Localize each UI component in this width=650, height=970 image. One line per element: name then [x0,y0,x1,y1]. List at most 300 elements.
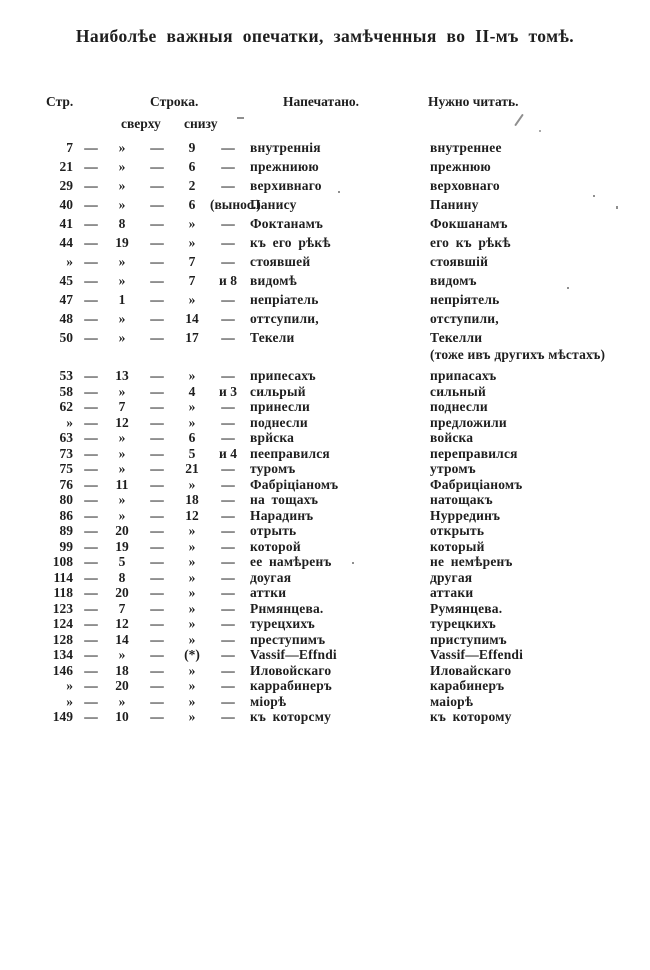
cell-page: 114 [53,569,73,585]
cell-correct: Нуррединъ [430,507,501,523]
dash: — [84,709,98,724]
errata-row [0,508,650,524]
cell-printed: на тощахъ [250,492,319,507]
dash: — [150,383,164,399]
dash: — [150,177,164,193]
cell-line-bottom: 7 [188,253,196,269]
dash: — [221,414,235,430]
cell-printed: каррабинеръ [250,678,332,693]
errata-row [0,632,650,648]
cell-printed: Нарадинъ [250,507,314,523]
cell-printed: къ которсму [250,709,332,724]
dash: — [221,647,235,662]
cell-page: 75 [59,461,73,476]
cell-page: 47 [59,291,73,307]
errata-row [0,368,650,384]
dash: — [84,693,98,709]
dash: — [150,647,164,662]
dash: — [221,368,235,383]
cell-page: 134 [52,647,73,662]
cell-line-top: » [118,139,126,155]
dash: — [150,492,164,507]
cell-correct: прежнюю [430,158,491,174]
errata-row [0,678,650,694]
dash: — [150,368,164,383]
dash: — [84,215,98,231]
errata-row [0,523,650,539]
header-correct: Нужно читать. [428,94,519,109]
cell-correct: утромъ [430,461,476,476]
cell-line-bottom: » [188,585,196,600]
errata-row [0,446,650,462]
cell-printed: оттсупили, [250,310,319,326]
cell-correct: карабинеръ [430,678,505,693]
cell-correct: другая [430,569,473,585]
cell-correct: Vassif—Effendi [430,647,524,662]
cell-line-bottom: » [188,291,196,307]
cell-printed: припесахъ [250,368,316,383]
cell-line-bottom: 14 [185,310,199,326]
cell-correct: турецкихъ [430,616,496,631]
dash: — [221,616,235,631]
cell-line-top: 1 [118,291,126,307]
cell-correct: аттаки [430,585,474,600]
dash: — [150,678,164,693]
cell-printed: турецхихъ [250,616,315,631]
dash: — [150,507,164,523]
cell-line-top: » [118,253,126,269]
cell-line-top: 7 [118,600,126,616]
dash: — [84,139,98,155]
cell-line-bottom: » [188,215,196,231]
cell-line-top: » [118,196,126,212]
cell-page: 48 [59,310,73,326]
cell-correct: его къ рѣкѣ [430,234,511,250]
errata-row [0,601,650,617]
errata-row [0,157,650,176]
cell-page: 21 [59,158,73,174]
cell-line-top: » [118,329,126,345]
cell-correct: открыть [430,523,485,538]
cell-correct: Фокшанамъ [430,215,508,231]
dash: — [84,291,98,307]
cell-correct: Иловайскаго [430,662,512,678]
cell-line-top: » [118,383,126,399]
dash: — [84,492,98,507]
dash: — [150,272,164,288]
cell-line-top: 18 [115,662,129,678]
errata-row [0,663,650,679]
errata-row [0,309,650,328]
dash: и 3 [219,383,237,399]
scan-artifact [237,117,244,119]
dash: — [84,368,98,383]
cell-line-top: 8 [118,215,126,231]
errata-row [0,647,650,663]
cell-correct: стоявшій [430,253,489,269]
dash: — [221,662,235,678]
cell-page: 128 [52,631,73,647]
cell-page: 149 [52,709,73,724]
cell-line-bottom: (*) [184,647,200,662]
errata-row [0,461,650,477]
cell-line-top: » [118,310,126,326]
cell-page: 86 [59,507,73,523]
cell-line-top: 20 [115,585,129,600]
cell-line-top: » [118,693,126,709]
cell-correct: натощакъ [430,492,493,507]
cell-correct: войска [430,430,474,445]
cell-printed: міорѣ [250,693,287,709]
errata-row [0,214,650,233]
cell-line-top: » [118,507,126,523]
cell-line-top: 12 [115,616,129,631]
cell-line-bottom: » [188,569,196,585]
dash: — [221,507,235,523]
dash: — [84,647,98,662]
cell-line-top: » [118,158,126,174]
dash: — [84,461,98,476]
errata-row [0,290,650,309]
cell-correct: маіорѣ [430,693,474,709]
dash: — [150,158,164,174]
table-header [0,94,650,138]
cell-printed: стоявшей [250,253,311,269]
cell-line-bottom: » [188,476,196,492]
cell-printed: верхивнаго [250,177,322,193]
dash: — [221,461,235,476]
cell-line-top: » [118,445,126,461]
cell-correct: который [430,538,485,554]
cell-printed: сильрый [250,383,306,399]
cell-line-top: » [118,272,126,288]
cell-line-bottom: » [188,538,196,554]
cell-line-bottom: 6 [188,196,196,212]
header-printed: Напечатано. [283,94,359,109]
errata-rows [0,138,650,725]
dash: — [84,430,98,445]
cell-printed: внутреннія [250,139,321,155]
dash: — [150,538,164,554]
dash: (вынос.) [210,196,261,212]
header-line-bottom: снизу [184,116,218,131]
dash: — [221,234,235,250]
cell-printed: поднесли [250,414,308,430]
cell-line-bottom: » [188,399,196,414]
header-line-top: сверху [121,116,161,131]
dash: — [150,523,164,538]
dash: — [150,253,164,269]
cell-page: 123 [52,600,73,616]
dash: — [84,523,98,538]
dash: — [150,399,164,414]
dash: — [150,461,164,476]
cell-line-bottom: » [188,234,196,250]
dash: — [84,585,98,600]
errata-row [0,328,650,347]
scan-artifact [352,562,354,564]
cell-line-bottom: 6 [188,158,196,174]
errata-row [0,477,650,493]
cell-page: 80 [59,492,73,507]
cell-line-bottom: 17 [185,329,199,345]
dash: — [221,523,235,538]
dash: — [221,310,235,326]
cell-line-top: 13 [115,368,129,383]
dash: — [221,476,235,492]
dash: — [150,234,164,250]
dash: — [221,253,235,269]
cell-page: 73 [59,445,73,461]
cell-printed: доугая [250,569,292,585]
cell-correct: верховнаго [430,177,500,193]
dash: — [221,291,235,307]
cell-line-bottom: » [188,693,196,709]
cell-line-top: 12 [115,414,129,430]
cell-line-top: 19 [115,538,129,554]
cell-page: 124 [52,616,73,631]
cell-printed: туромъ [250,461,296,476]
dash: — [84,678,98,693]
cell-printed: аттки [250,585,287,600]
cell-line-bottom: 4 [188,383,196,399]
cell-correct: внутреннее [430,139,502,155]
cell-page: 58 [59,383,73,399]
dash: — [221,554,235,569]
dash: — [150,693,164,709]
dash: — [84,158,98,174]
cell-line-bottom: 2 [188,177,196,193]
dash: — [221,693,235,709]
dash: — [84,196,98,212]
errata-row [0,709,650,725]
dash: — [221,569,235,585]
errata-note-row [0,347,650,363]
cell-printed: пееправился [250,445,330,461]
dash: — [84,272,98,288]
scan-artifact [539,130,541,132]
dash: — [221,158,235,174]
cell-page: 45 [59,272,73,288]
dash: — [221,492,235,507]
dash: — [84,414,98,430]
cell-line-bottom: 21 [185,461,199,476]
cell-printed: отрыть [250,523,297,538]
cell-printed: Панису [250,196,297,212]
errata-row [0,616,650,632]
cell-correct: переправился [430,445,518,461]
dash: и 8 [219,272,237,288]
cell-page: 89 [59,523,73,538]
errata-row [0,252,650,271]
errata-row [0,539,650,555]
dash: — [84,631,98,647]
dash: — [84,329,98,345]
cell-line-bottom: » [188,631,196,647]
cell-page: 53 [59,368,73,383]
cell-line-bottom: » [188,600,196,616]
dash: — [221,399,235,414]
cell-correct: отступили, [430,310,499,326]
cell-correct: предложили [430,414,507,430]
header-line: Строка. [150,94,199,109]
cell-line-bottom: » [188,554,196,569]
cell-line-bottom: 7 [188,272,196,288]
cell-page: 50 [59,329,73,345]
cell-printed: Иловойскаго [250,662,332,678]
errata-row [0,384,650,400]
dash: — [221,585,235,600]
dash: — [221,177,235,193]
cell-line-top: 5 [118,554,126,569]
cell-page: » [66,253,73,269]
cell-line-top: » [118,492,126,507]
dash: — [84,662,98,678]
cell-page: 63 [59,430,73,445]
dash: — [150,139,164,155]
dash: — [221,430,235,445]
cell-page: 62 [59,399,73,414]
cell-line-bottom: » [188,662,196,678]
cell-correct: видомъ [430,272,477,288]
cell-line-bottom: 12 [185,507,199,523]
cell-page: 118 [53,585,73,600]
cell-page: 40 [59,196,73,212]
cell-line-top: » [118,647,126,662]
dash: — [84,600,98,616]
cell-line-bottom: » [188,523,196,538]
cell-line-bottom: 5 [188,445,196,461]
cell-correct: къ которому [430,709,512,724]
dash: — [150,662,164,678]
cell-page: » [66,678,73,693]
errata-row [0,138,650,157]
cell-line-top: 8 [118,569,126,585]
cell-line-top: 20 [115,523,129,538]
dash: — [150,414,164,430]
dash: и 4 [219,445,237,461]
dash: — [84,476,98,492]
dash: — [221,678,235,693]
cell-line-top: 10 [115,709,129,724]
cell-correct: Румянцева. [430,600,503,616]
dash: — [221,538,235,554]
cell-correct: Фабриціаномъ [430,476,523,492]
errata-row [0,176,650,195]
dash: — [84,507,98,523]
cell-correct-note: (тоже ивъ другихъ мѣстахъ) [430,347,606,363]
cell-printed: Vassif—Effndi [250,647,337,662]
cell-line-bottom: » [188,678,196,693]
cell-correct: припасахъ [430,368,497,383]
cell-line-top: 19 [115,234,129,250]
cell-line-top: 11 [115,476,129,492]
cell-printed: Рнмянцева. [250,600,324,616]
errata-row [0,694,650,710]
cell-printed: Фабріціаномъ [250,476,339,492]
dash: — [84,616,98,631]
cell-printed: прежниюю [250,158,319,174]
dash: — [150,600,164,616]
cell-printed: которой [250,538,301,554]
cell-page: 29 [59,177,73,193]
cell-line-bottom: » [188,616,196,631]
cell-correct: Текелли [430,329,483,345]
cell-line-top: 14 [115,631,129,647]
cell-line-bottom: 18 [185,492,199,507]
errata-row [0,271,650,290]
dash: — [221,139,235,155]
dash: — [150,585,164,600]
dash: — [84,234,98,250]
cell-page: » [66,693,73,709]
dash: — [221,709,235,724]
errata-row [0,399,650,415]
cell-line-bottom: 6 [188,430,196,445]
errata-row [0,492,650,508]
dash: — [150,616,164,631]
cell-correct: Панину [430,196,479,212]
dash: — [150,310,164,326]
scan-artifact [616,206,618,209]
cell-page: 146 [52,662,73,678]
scan-artifact [338,191,340,193]
scan-artifact [567,287,569,289]
errata-row [0,585,650,601]
cell-page: 7 [66,139,73,155]
cell-line-top: » [118,177,126,193]
dash: — [84,383,98,399]
dash: — [84,310,98,326]
dash: — [84,538,98,554]
cell-printed: Фоктанамъ [250,215,324,231]
cell-line-bottom: » [188,368,196,383]
errata-row [0,430,650,446]
cell-page: 44 [59,234,73,250]
cell-printed: видомѣ [250,272,297,288]
dash: — [84,554,98,569]
cell-line-bottom: » [188,709,196,724]
dash: — [221,329,235,345]
errata-row [0,195,650,214]
cell-page: 99 [59,538,73,554]
cell-line-top: 7 [118,399,126,414]
cell-correct: непріятель [430,291,500,307]
dash: — [221,631,235,647]
dash: — [150,631,164,647]
cell-line-top: » [118,430,126,445]
dash: — [84,445,98,461]
header-page: Стр. [46,94,74,109]
scan-artifact [593,195,595,197]
dash: — [84,569,98,585]
dash: — [150,196,164,212]
cell-line-bottom: » [188,414,196,430]
page-title: Наиболѣе важныя опечатки, замѣченныя во II-мъ томѣ. [75,26,575,46]
errata-row [0,570,650,586]
dash: — [84,177,98,193]
dash: — [84,253,98,269]
dash: — [150,430,164,445]
cell-printed: къ его рѣкѣ [250,234,331,250]
cell-page: 108 [52,554,73,569]
errata-row [0,415,650,431]
cell-printed: непріатель [250,291,319,307]
cell-printed: Текели [250,329,295,345]
cell-line-top: » [118,461,126,476]
cell-line-top: 20 [115,678,129,693]
cell-correct: не немѣренъ [430,554,513,569]
